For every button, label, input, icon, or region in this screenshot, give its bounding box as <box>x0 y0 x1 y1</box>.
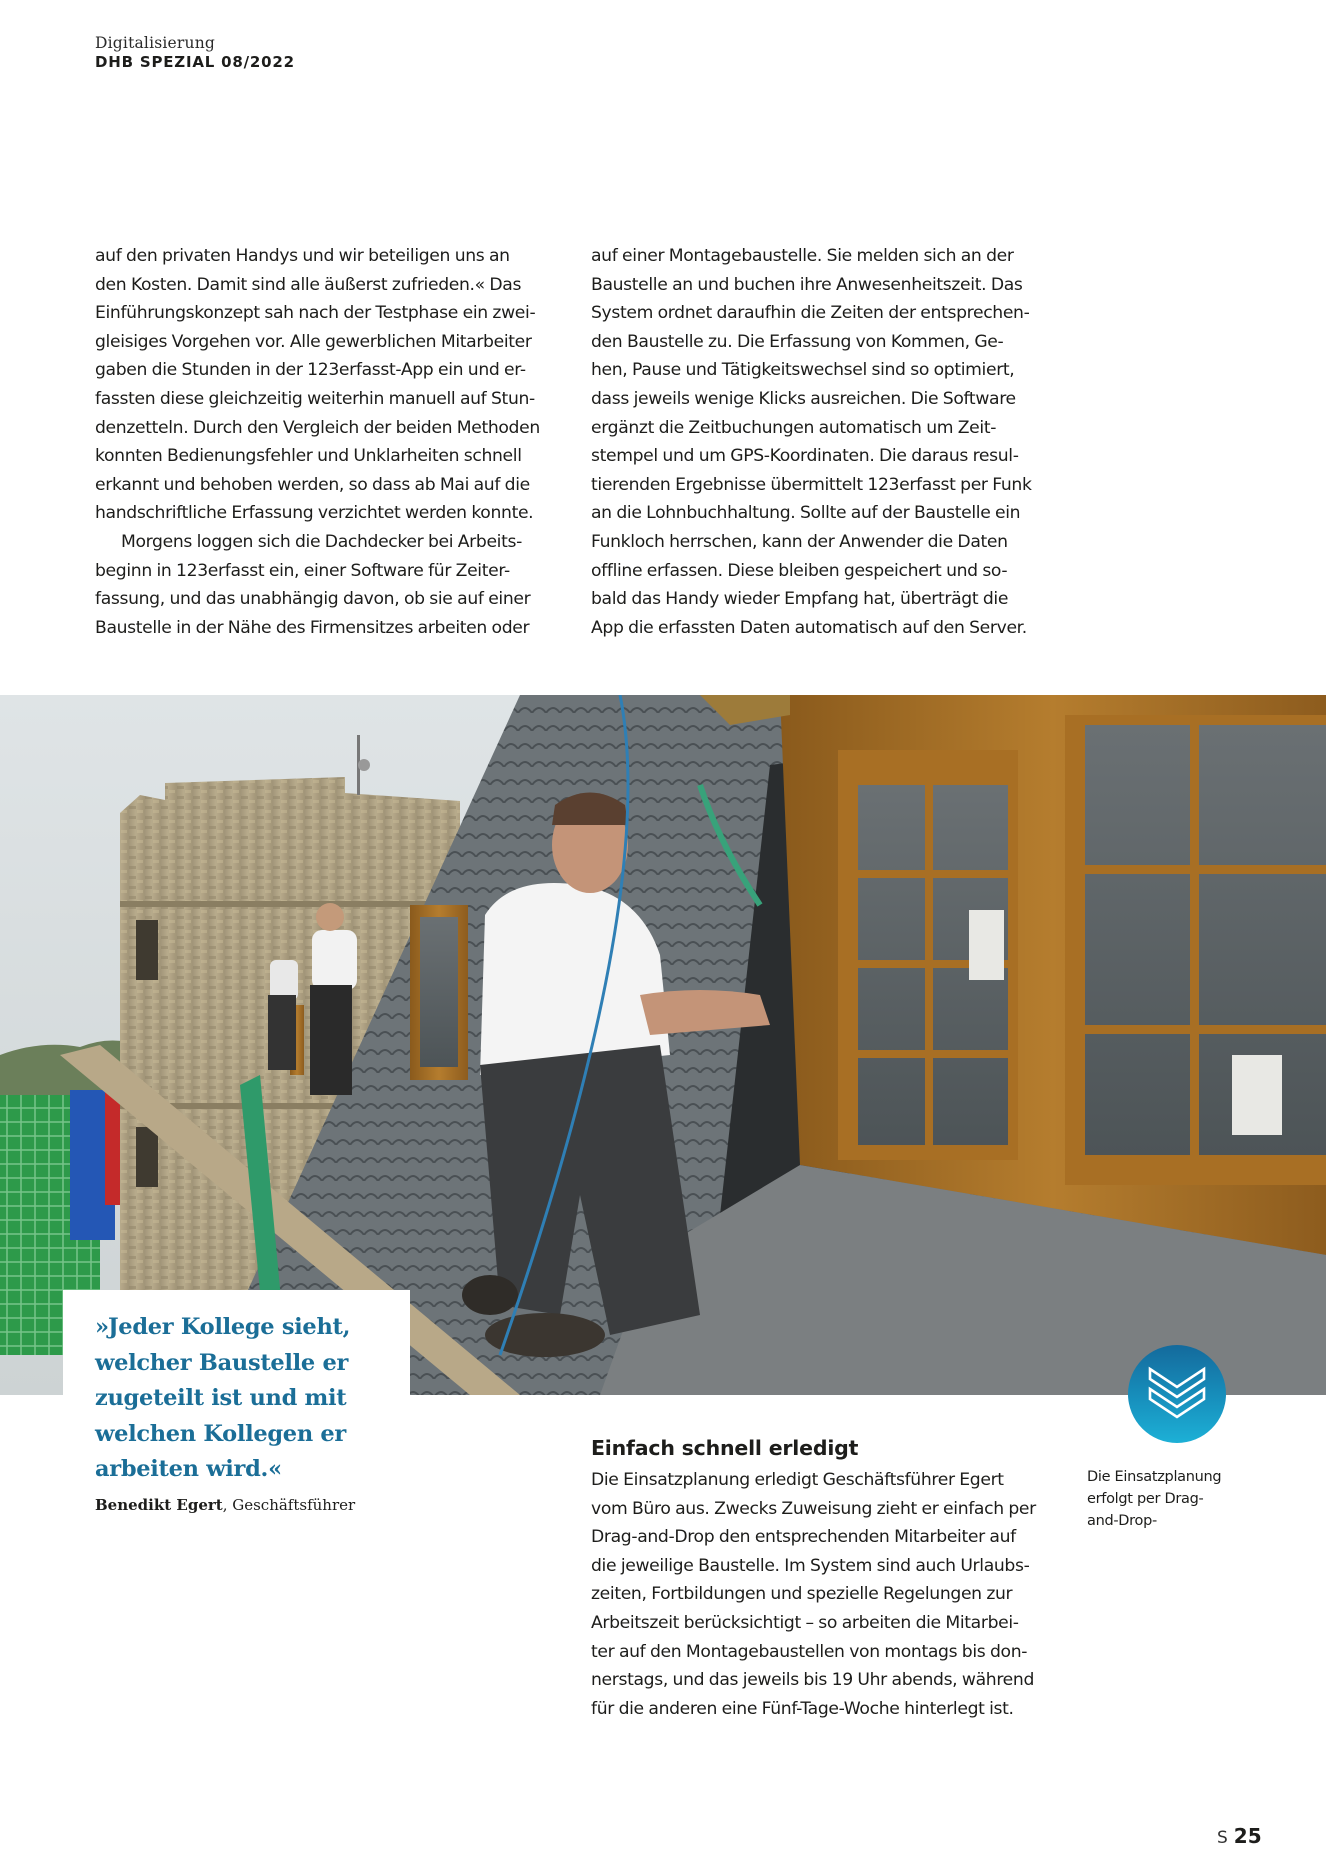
text-line: vom Büro aus. Zwecks Zuweisung zieht er einfach per <box>591 1498 1036 1519</box>
text-line: für die anderen eine Fünf-Tage-Woche hinterlegt ist. <box>591 1698 1014 1719</box>
body-column-left <box>95 242 565 642</box>
quote-line: arbeiten wird.« <box>95 1456 282 1482</box>
text-line: auf den privaten Handys und wir beteiligen uns an <box>95 246 510 266</box>
quote-line: welchen Kollegen er <box>95 1420 346 1447</box>
text-line: auf einer Montagebaustelle. Sie melden sich an der <box>591 246 1014 266</box>
text-line: ergänzt die Zeitbuchungen automatisch um Zeit- <box>591 417 997 438</box>
issue-label: DHB SPEZIAL 08/2022 <box>95 53 295 71</box>
text-line: fassung, und das unabhängig davon, ob sie auf einer <box>95 589 531 610</box>
section-label: Digitalisierung <box>95 34 216 52</box>
text-line: zeiten, Fortbildungen und spezielle Regelungen zur <box>591 1584 1013 1605</box>
text-line: ter auf den Montagebaustellen von montags bis don- <box>591 1641 1028 1662</box>
text-line: denzetteln. Durch den Vergleich der beiden Methoden <box>95 417 540 438</box>
body-column-right <box>591 242 1071 642</box>
quote-text <box>95 1310 410 1488</box>
section-heading: Einfach schnell erledigt <box>591 1436 859 1460</box>
text-line: tierenden Ergebnisse übermittelt 123erfasst per Funk <box>591 474 1032 495</box>
text-line: fassten diese gleichzeitig weiterhin manuell auf Stun- <box>95 388 535 409</box>
text-line: System ordnet daraufhin die Zeiten der entsprechen- <box>591 303 1030 324</box>
photo-caption <box>1087 1466 1221 1532</box>
caption-line: and-Drop- <box>1087 1513 1157 1529</box>
quote-line: zugeteilt ist und mit <box>95 1385 347 1411</box>
text-line: erkannt und behoben werden, so dass ab Mai auf die <box>95 474 530 495</box>
caption-line: Die Einsatzplanung <box>1087 1469 1222 1485</box>
text-line: den Baustelle zu. Die Erfassung von Kommen, Ge- <box>591 331 1004 352</box>
text-line: offline erfassen. Diese bleiben gespeichert und so- <box>591 560 1008 581</box>
text-line: Arbeitszeit berücksichtigt – so arbeiten die Mitarbei- <box>591 1612 1019 1633</box>
quote-line: »Jeder Kollege sieht, <box>95 1314 351 1340</box>
running-header <box>95 34 295 72</box>
text-line: an die Lohnbuchhaltung. Sollte auf der Baustelle ein <box>591 503 1021 524</box>
text-line: den Kosten. Damit sind alle äußerst zufrieden.« Das <box>95 274 522 295</box>
page-prefix: S <box>1217 1828 1228 1848</box>
text-line: Morgens loggen sich die Dachdecker bei Arbeits- <box>121 531 522 552</box>
text-line: hen, Pause und Tätigkeitswechsel sind so optimiert, <box>591 360 1015 381</box>
quote-role: , Geschäftsführer <box>222 1495 356 1514</box>
text-line: die jeweilige Baustelle. Im System sind auch Urlaubs- <box>591 1555 1030 1576</box>
text-line: beginn in 123erfasst ein, einer Software für Zeiter- <box>95 560 510 581</box>
text-line: Einführungskonzept sah nach der Testphase ein zwei- <box>95 303 536 324</box>
double-chevron-down-icon <box>1146 1365 1208 1423</box>
text-line: Baustelle an und buchen ihre Anwesenheitszeit. Das <box>591 274 1023 295</box>
badge-circle <box>1128 1345 1226 1443</box>
text-line: handschriftliche Erfassung verzichtet werden konnte. <box>95 503 534 524</box>
quote-author: Benedikt Egert <box>95 1495 223 1514</box>
pull-quote <box>63 1290 410 1514</box>
text-line: Baustelle in der Nähe des Firmensitzes arbeiten oder <box>95 617 530 638</box>
text-line: bald das Handy wieder Empfang hat, überträgt die <box>591 589 1009 610</box>
text-line: gleisiges Vorgehen vor. Alle gewerblichen Mitarbeiter <box>95 331 532 352</box>
text-line: nerstags, und das jeweils bis 19 Uhr abends, während <box>591 1670 1035 1691</box>
text-line: dass jeweils wenige Klicks ausreichen. Die Software <box>591 388 1016 409</box>
text-line: Funkloch herrschen, kann der Anwender die Daten <box>591 531 1008 552</box>
caption-line: erfolgt per Drag- <box>1087 1491 1204 1507</box>
text-line: konnten Bedienungsfehler und Unklarheiten schnell <box>95 446 522 467</box>
text-line: App die erfassten Daten automatisch auf den Server. <box>591 617 1027 638</box>
text-line: gaben die Stunden in der 123erfasst-App ein und er- <box>95 360 526 381</box>
text-line: stempel und um GPS-Koordinaten. Die daraus resul- <box>591 446 1019 467</box>
body-column-bottom <box>591 1466 1071 1723</box>
page-number-value: 25 <box>1233 1824 1262 1848</box>
text-line: Die Einsatzplanung erledigt Geschäftsführer Egert <box>591 1470 1004 1490</box>
quote-line: welcher Baustelle er <box>95 1349 349 1376</box>
quote-attribution <box>95 1496 410 1514</box>
text-line: Drag-and-Drop den entsprechenden Mitarbeiter auf <box>591 1527 1016 1548</box>
page-number <box>1217 1824 1262 1848</box>
